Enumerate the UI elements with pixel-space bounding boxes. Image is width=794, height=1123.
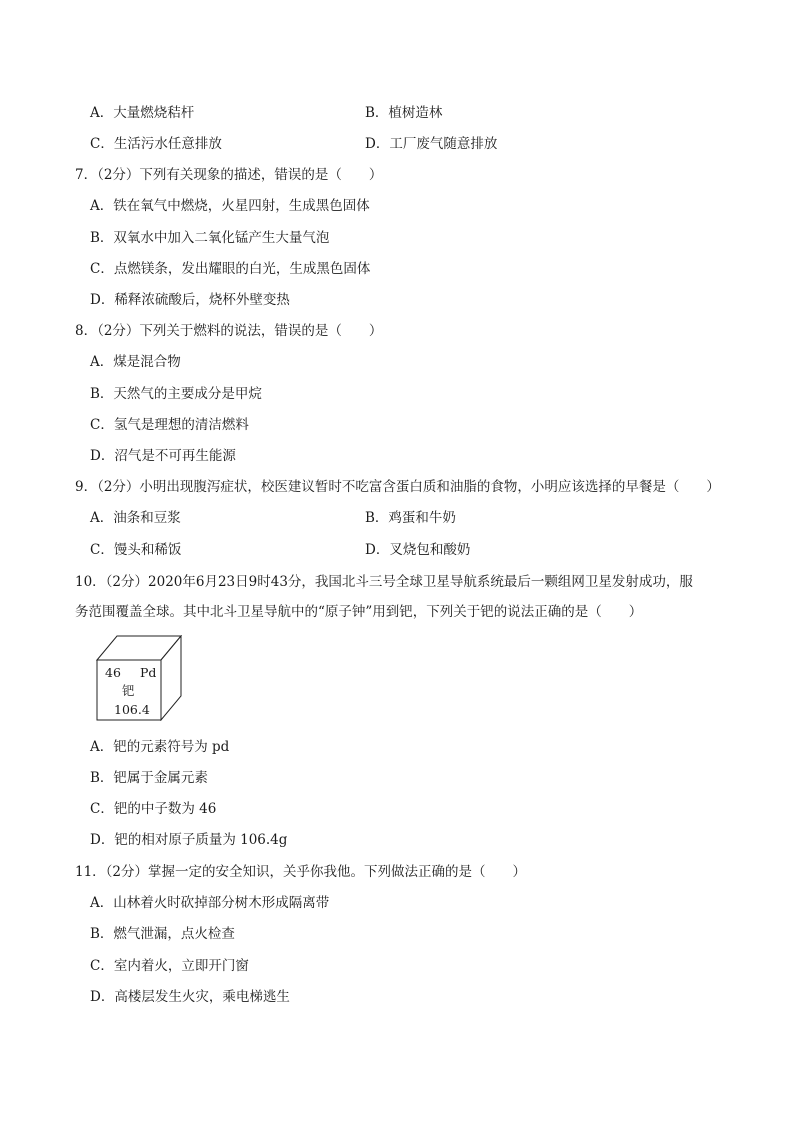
q7-option-d: D．稀释浓硫酸后，烧杯外壁变热 [90, 292, 290, 308]
q7-stem: 7．（2分）下列有关现象的描述，错误的是（ ） [75, 167, 383, 183]
q10-stem-line2: 务范围覆盖全球。其中北斗卫星导航中的“原子钟”用到钯，下列关于钯的说法正确的是（ ） [75, 604, 643, 620]
q11-option-a: A．山林着火时砍掉部分树木形成隔离带 [90, 895, 330, 911]
q9-option-d: D．叉烧包和酸奶 [365, 542, 471, 558]
q11-option-b: B．燃气泄漏，点火检查 [90, 926, 235, 942]
q7-option-c: C．点燃镁条，发出耀眼的白光，生成黑色固体 [90, 261, 371, 277]
q10-option-c: C．钯的中子数为 46 [90, 801, 217, 817]
q8-stem: 8．（2分）下列关于燃料的说法，错误的是（ ） [75, 323, 383, 339]
q9-option-a: A．油条和豆浆 [90, 510, 181, 526]
q9-option-c: C．馒头和稀饭 [90, 542, 182, 558]
element-name: 钯 [122, 683, 135, 698]
q7-option-b: B．双氧水中加入二氧化锰产生大量气泡 [90, 230, 330, 246]
q11-option-d: D．高楼层发生火灾，乘电梯逃生 [90, 989, 290, 1005]
q9-stem: 9．（2分）小明出现腹泻症状，校医建议暂时不吃富含蛋白质和油脂的食物，小明应该选择的早餐是（ ） [75, 479, 720, 495]
q10-option-b: B．钯属于金属元素 [90, 770, 208, 786]
q6-option-a: A．大量燃烧秸杆 [90, 105, 195, 121]
q10-option-a: A．钯的元素符号为 pd [90, 739, 230, 755]
q11-option-c: C．室内着火，立即开门窗 [90, 958, 249, 974]
q8-option-d: D．沼气是不可再生能源 [90, 448, 236, 464]
q6-option-c: C．生活污水任意排放 [90, 136, 222, 152]
element-atomic-mass: 106.4 [114, 702, 150, 717]
q9-option-b: B．鸡蛋和牛奶 [365, 510, 456, 526]
q10-stem-line1: 10．（2分）2020年6月23日9时43分，我国北斗三号全球卫星导航系统最后一颗组网卫星发射成功，服 [75, 574, 693, 590]
q8-option-b: B．天然气的主要成分是甲烷 [90, 386, 262, 402]
element-symbol: Pd [140, 665, 157, 680]
element-card-pd [96, 635, 182, 721]
q7-option-a: A．铁在氧气中燃烧，火星四射，生成黑色固体 [90, 198, 370, 214]
q11-stem: 11．（2分）掌握一定的安全知识，关乎你我他。下列做法正确的是（ ） [75, 864, 527, 880]
element-atomic-number: 46 [105, 665, 121, 680]
q8-option-a: A．煤是混合物 [90, 354, 181, 370]
q10-option-d: D．钯的相对原子质量为 106.4g [90, 832, 288, 848]
q8-option-c: C．氢气是理想的清洁燃料 [90, 417, 249, 433]
q6-option-d: D．工厂废气随意排放 [365, 136, 498, 152]
q6-option-b: B．植树造林 [365, 105, 443, 121]
